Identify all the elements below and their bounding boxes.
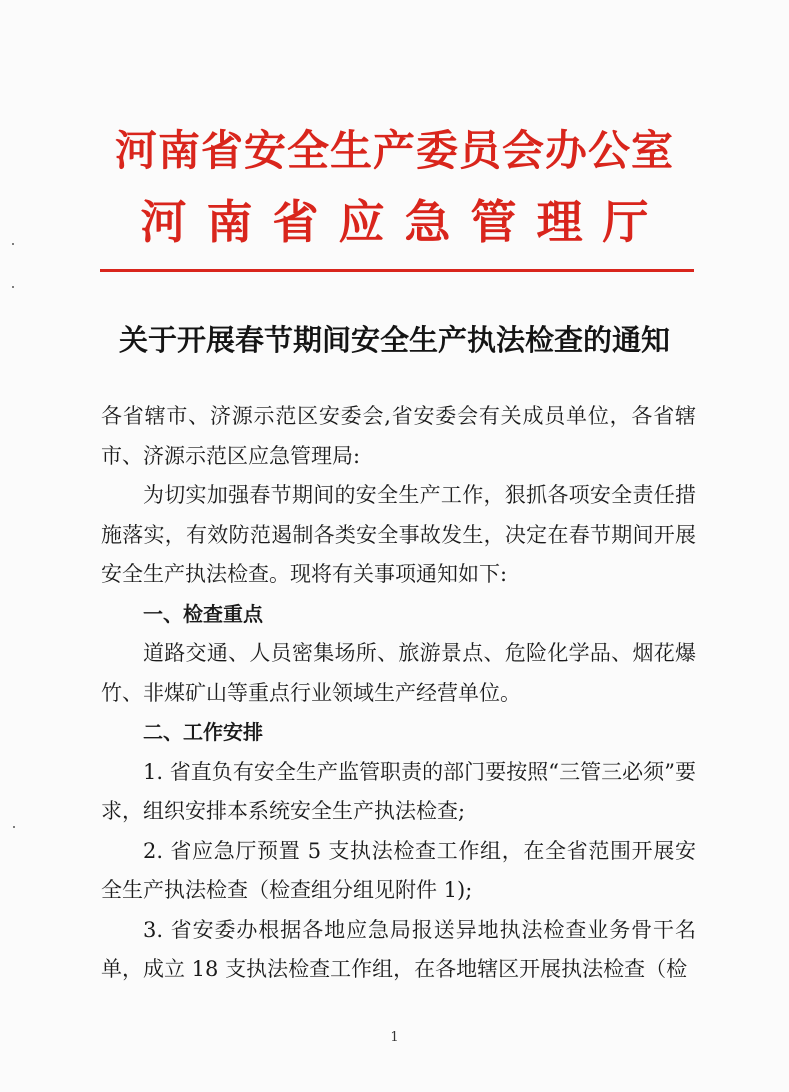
arrangement-item-2: 2. 省应急厅预置 5 支执法检查工作组，在全省范围开展安全生产执法检查（检查组分组见附件 1); (101, 838, 696, 902)
scan-mark (12, 286, 14, 288)
red-header-rule (100, 269, 694, 272)
document-title: 关于开展春节期间安全生产执法检查的通知 (118, 323, 670, 357)
issuing-department-name: 河南省应急管理厅 (140, 195, 669, 249)
scan-mark (13, 826, 15, 828)
section-heading-inspection-focus: 一、检查重点 (143, 601, 263, 626)
arrangement-item-1: 1. 省直负有安全生产监管职责的部门要按照“三管三必须”要求，组织安排本系统安全生产执法检查; (101, 759, 696, 823)
section-heading-work-arrangement: 二、工作安排 (143, 720, 263, 744)
intro-paragraph: 为切实加强春节期间的安全生产工作，狠抓各项安全责任措施落实，有效防范遏制各类安全事故发生，决定在春节期间开展安全生产执法检查。现将有关事项通知如下: (101, 483, 696, 586)
document-body (101, 397, 696, 990)
issuing-office-name: 河南省安全生产委员会办公室 (114, 126, 674, 175)
addressee-paragraph: 各省辖市、济源示范区安委会,省安委会有关成员单位，各省辖市、济源示范区应急管理局: (101, 404, 696, 468)
page-number: 1 (390, 1030, 399, 1045)
arrangement-item-3: 3. 省安委办根据各地应急局报送异地执法检查业务骨干名单，成立 18 支执法检查工作组，在各地辖区开展执法检查（检 (101, 917, 696, 981)
inspection-focus-paragraph: 道路交通、人员密集场所、旅游景点、危险化学品、烟花爆竹、非煤矿山等重点行业领域生产经营单位。 (101, 641, 696, 705)
